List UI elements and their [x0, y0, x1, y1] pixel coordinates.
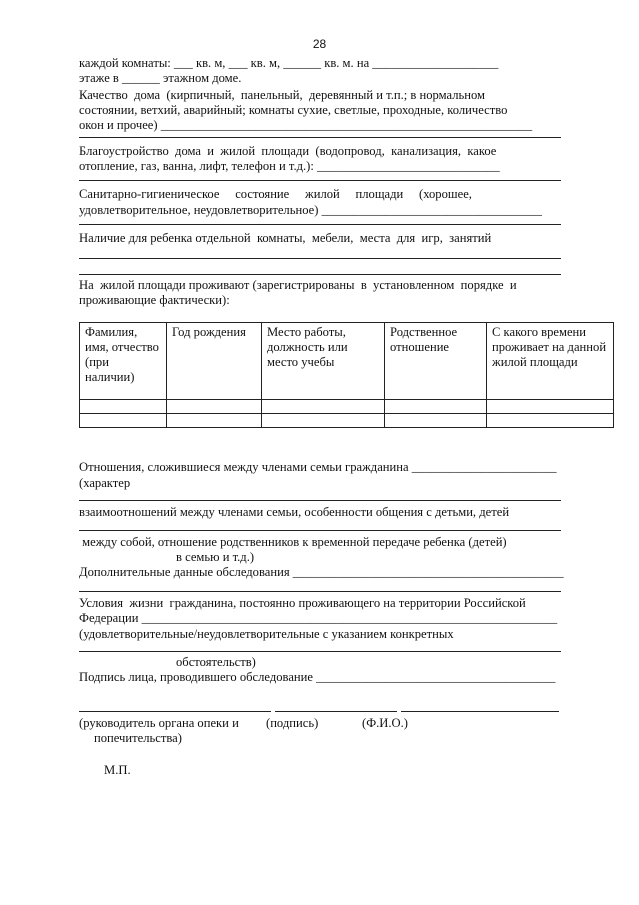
- text-line-family-etc: в семью и т.д.): [176, 550, 255, 564]
- text-line-rooms: каждой комнаты: ___ кв. м, ___ кв. м, ______ кв. м. на ____________________: [79, 56, 499, 70]
- text-line-living-conditions: Условия жизни гражданина, постоянно проживающего на территории Российской: [79, 596, 526, 610]
- signature-caption-guardianship: попечительства): [94, 731, 182, 745]
- table-cell[interactable]: [385, 414, 487, 428]
- table-header-name: Фамилия, имя, отчество (при наличии): [80, 323, 167, 400]
- text-line-sanitary-options: удовлетворительное, неудовлетворительное) ___________________________________: [79, 203, 542, 217]
- blank-line: [79, 591, 561, 592]
- text-line-character: (характер: [79, 476, 131, 490]
- signature-caption-sign: (подпись): [266, 716, 319, 730]
- table-cell[interactable]: [80, 414, 167, 428]
- signature-caption-head: (руководитель органа опеки и: [79, 716, 239, 730]
- text-line-child-room: Наличие для ребенка отдельной комнаты, мебели, места для игр, занятий: [79, 231, 492, 245]
- text-line-floor: этаже в ______ этажном доме.: [79, 71, 242, 85]
- text-line-amenities: Благоустройство дома и жилой площади (водопровод, канализация, какое: [79, 144, 497, 158]
- text-line-circumstances: обстоятельств): [176, 655, 256, 669]
- signature-line-sign: [275, 711, 397, 712]
- text-line-windows: окон и прочее) ___________________________________________________________: [79, 118, 533, 132]
- signature-line-name: [401, 711, 559, 712]
- text-line-signature-inspector: Подпись лица, проводившего обследование ______________________________________: [79, 670, 556, 684]
- text-line-satisfactory: (удовлетворительные/неудовлетворительные с указанием конкретных: [79, 627, 454, 641]
- table-header-workplace: Место работы, должность или место учебы: [262, 323, 385, 400]
- table-header-since: С какого времени проживает на данной жилой площади: [487, 323, 614, 400]
- signature-line-head: [79, 711, 271, 712]
- table-cell[interactable]: [262, 400, 385, 414]
- table-header-birth-year: Год рождения: [167, 323, 262, 400]
- blank-line: [79, 258, 561, 259]
- table-cell[interactable]: [487, 414, 614, 428]
- text-line-residents-actual: проживающие фактически):: [79, 293, 230, 307]
- table-cell[interactable]: [487, 400, 614, 414]
- text-line-sanitary: Санитарно-гигиеническое состояние жилой площади (хорошее,: [79, 187, 472, 201]
- table-cell[interactable]: [167, 414, 262, 428]
- blank-line: [79, 180, 561, 181]
- blank-line: [79, 530, 561, 531]
- blank-line: [79, 137, 561, 138]
- residents-table: [79, 322, 614, 428]
- text-line-between-themselves: между собой, отношение родственников к временной передаче ребенка (детей): [79, 535, 507, 549]
- signature-caption-name: (Ф.И.О.): [362, 716, 408, 730]
- blank-line: [79, 500, 561, 501]
- blank-line: [79, 274, 561, 275]
- text-line-relations: Отношения, сложившиеся между членами семьи гражданина _______________________: [79, 460, 557, 474]
- table-header-row: [80, 323, 614, 400]
- table-cell[interactable]: [385, 400, 487, 414]
- table-cell[interactable]: [80, 400, 167, 414]
- table-cell[interactable]: [167, 400, 262, 414]
- table-row: [80, 414, 614, 428]
- text-line-quality: Качество дома (кирпичный, панельный, деревянный и т.п.; в нормальном: [79, 88, 485, 102]
- text-line-residents: На жилой площади проживают (зарегистрированы в установленном порядке и: [79, 278, 517, 292]
- table-row: [80, 400, 614, 414]
- text-line-heating: отопление, газ, ванна, лифт, телефон и т.д.): _____________________________: [79, 159, 500, 173]
- page-number: 28: [312, 37, 327, 51]
- table-header-relation: Родственное отношение: [385, 323, 487, 400]
- blank-line: [79, 651, 561, 652]
- blank-line: [79, 224, 561, 225]
- text-line-condition: состоянии, ветхий, аварийный; комнаты сухие, светлые, проходные, количество: [79, 103, 508, 117]
- text-line-additional-data: Дополнительные данные обследования ___________________________________________: [79, 565, 564, 579]
- table-cell[interactable]: [262, 414, 385, 428]
- text-line-interrelations: взаимоотношений между членами семьи, особенности общения с детьми, детей: [79, 505, 510, 519]
- text-line-federation: Федерации __________________________________________________________________: [79, 611, 558, 625]
- seal-place: М.П.: [104, 763, 131, 777]
